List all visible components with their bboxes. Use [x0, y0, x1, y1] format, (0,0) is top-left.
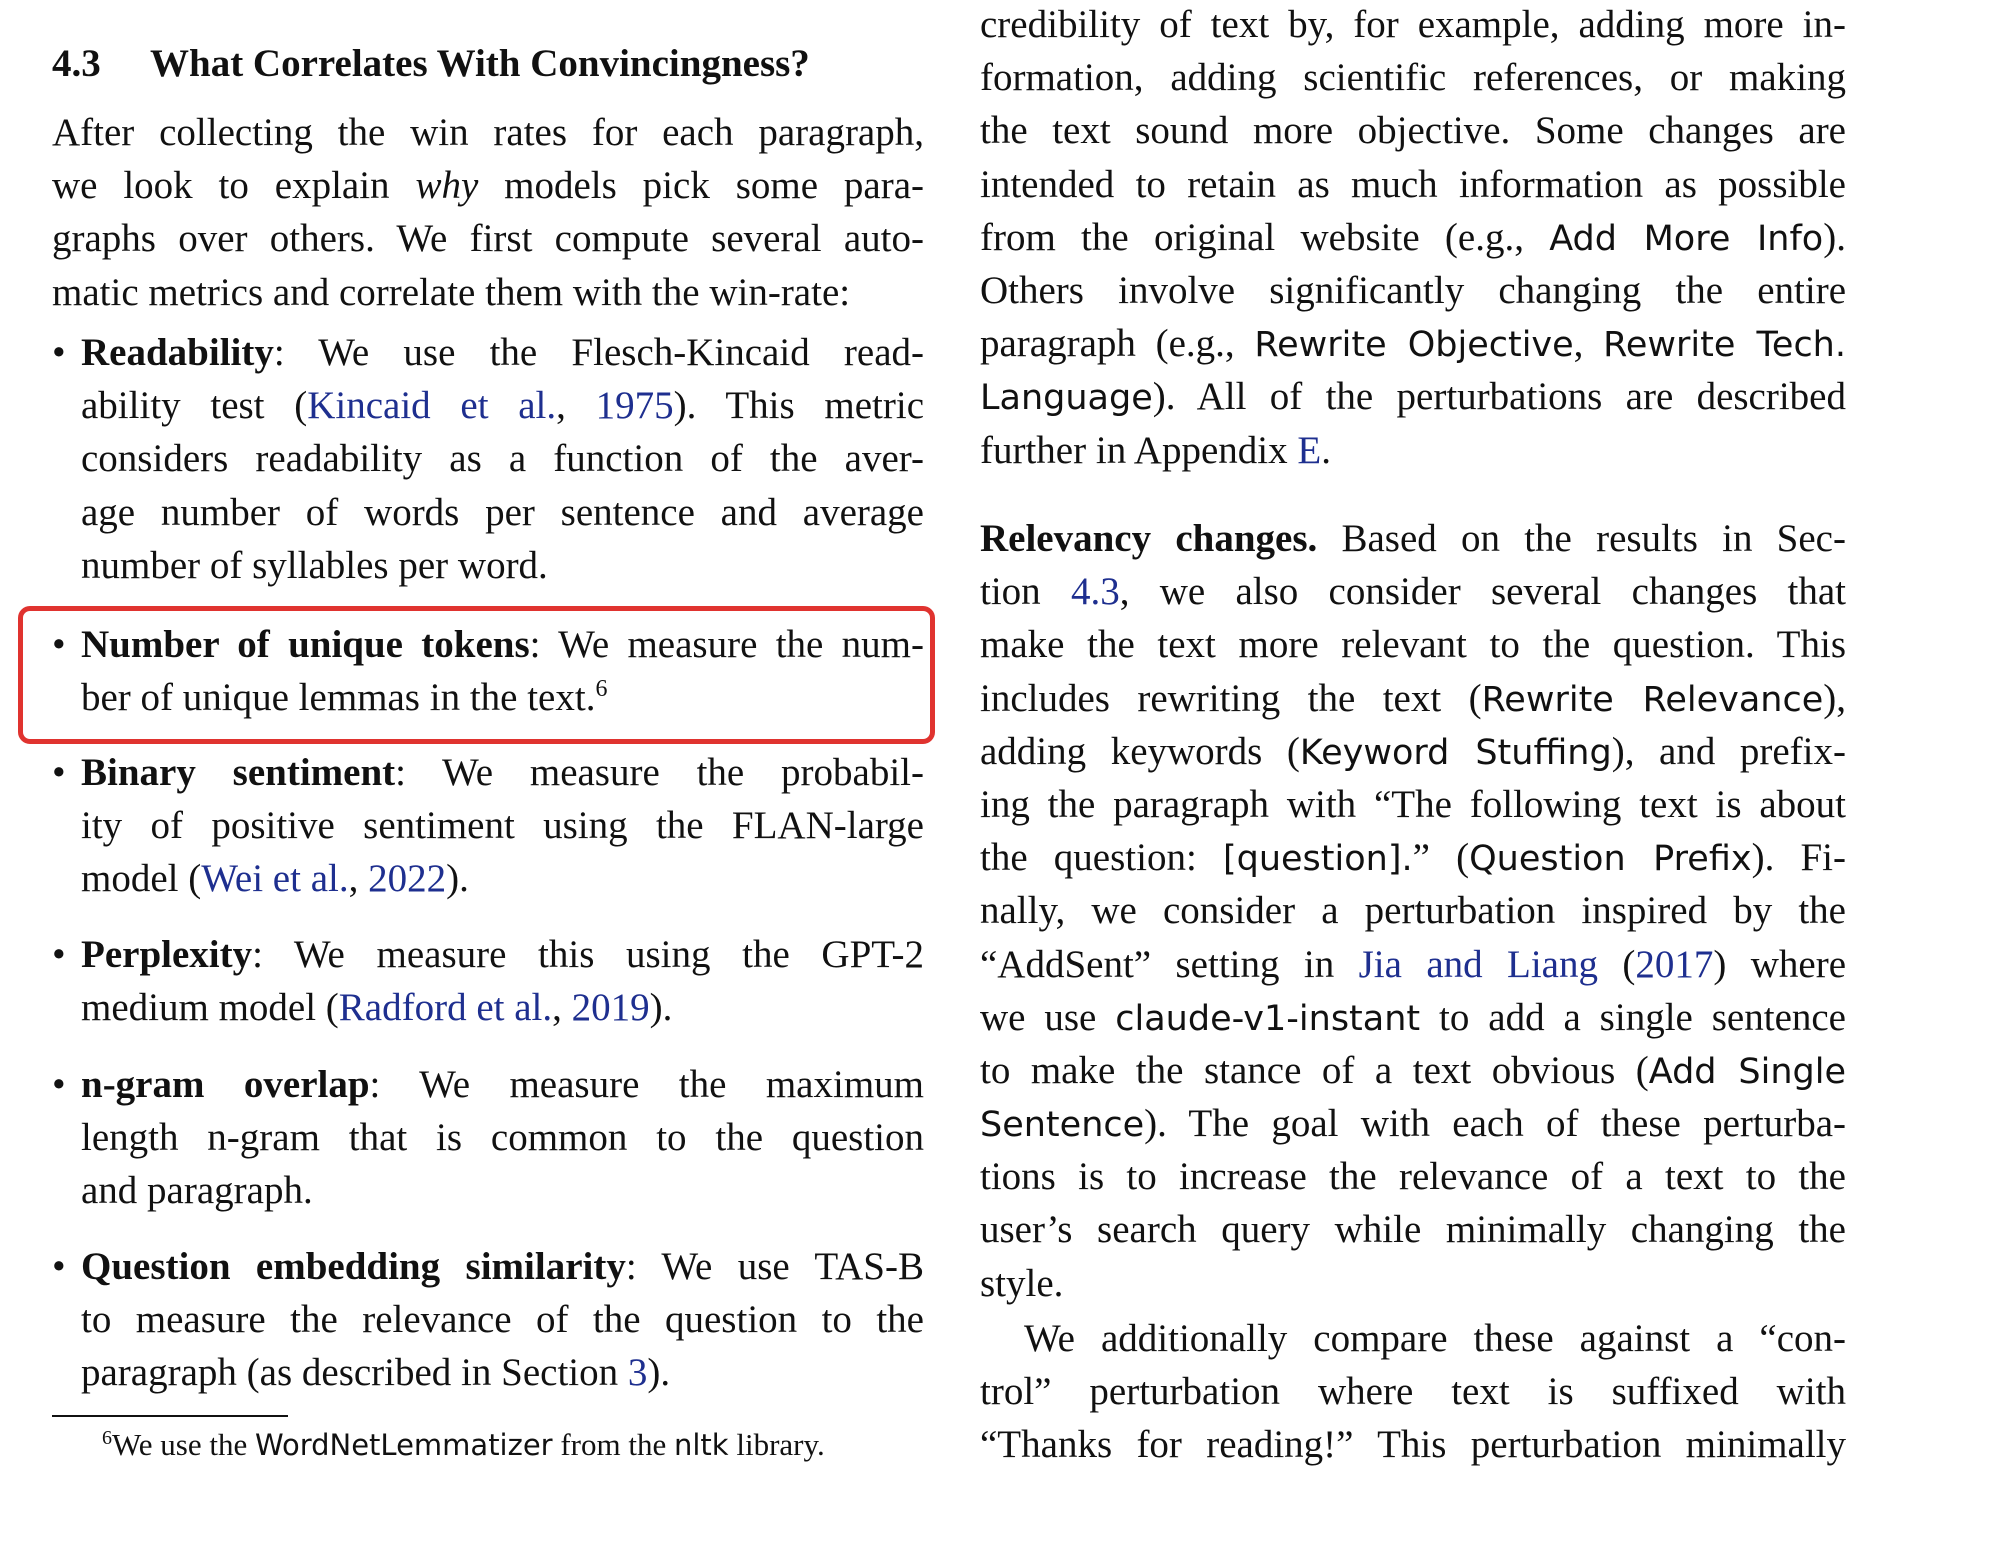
- text-run: and paragraph.: [81, 1169, 313, 1213]
- text-run: ). This metric: [673, 384, 925, 428]
- text-run: ,: [552, 986, 572, 1030]
- text-line: [980, 211, 1846, 264]
- bullet-text: [81, 1058, 924, 1218]
- text-run: from the: [552, 1427, 674, 1462]
- citation-link[interactable]: E: [1297, 428, 1322, 472]
- text-run: further in Appendix: [980, 428, 1298, 472]
- text-line: [980, 317, 1846, 370]
- text-run: to make the stance of a text obvious (: [980, 1048, 1649, 1092]
- citation-link[interactable]: Radford et al.: [338, 986, 553, 1030]
- text-line: [52, 106, 924, 159]
- text-run: “AddSent” setting in: [980, 942, 1359, 986]
- text-run: ,: [348, 857, 369, 901]
- text-run: models pick some para-: [478, 164, 924, 208]
- text-line: [81, 1346, 924, 1399]
- citation-link[interactable]: Wei et al.: [201, 857, 349, 901]
- relevancy-paragraph: [980, 512, 1846, 1310]
- bullet-mark: •: [52, 751, 66, 794]
- text-run: ).: [649, 986, 673, 1030]
- text-run: medium model (: [81, 986, 339, 1030]
- text-run: ) where: [1713, 942, 1847, 986]
- citation-link[interactable]: 1975: [595, 384, 674, 428]
- text-line: [81, 1240, 924, 1293]
- text-run: the question:: [980, 836, 1223, 880]
- text-line: [980, 725, 1846, 778]
- text-run: ). The goal with each of these perturba-: [1144, 1102, 1846, 1146]
- citation-link[interactable]: Jia and Liang: [1358, 942, 1598, 986]
- text-line: [980, 1365, 1846, 1418]
- text-run: ).: [647, 1351, 671, 1395]
- footnote-marker[interactable]: 6: [595, 676, 608, 703]
- code-term: Language: [980, 378, 1153, 419]
- citation-link[interactable]: 2017: [1635, 942, 1714, 986]
- text-line: [81, 928, 924, 981]
- bold-term: Question embedding similarity: [81, 1245, 626, 1288]
- bullet-text: [81, 928, 924, 1034]
- text-run: make the text more relevant to the question. This: [980, 623, 1846, 667]
- text-line: [980, 424, 1846, 477]
- text-line: [980, 831, 1846, 884]
- text-run: from the original website (e.g.,: [980, 215, 1550, 259]
- text-line: [980, 565, 1846, 618]
- text-run: , we also consider several changes that: [1119, 570, 1847, 614]
- text-run: We use the: [112, 1427, 255, 1462]
- text-run: ,: [1573, 322, 1604, 366]
- text-run: Others involve significantly changing the entire: [980, 268, 1846, 312]
- text-run: : We measure the num-: [529, 623, 924, 666]
- text-line: [980, 1097, 1846, 1150]
- text-run: paragraph (e.g.,: [980, 322, 1255, 366]
- text-line: [81, 326, 924, 379]
- text-run: ).: [446, 857, 469, 901]
- code-term: WordNetLemmatizer: [254, 1428, 553, 1462]
- code-term: Keyword Stuffing: [1299, 732, 1612, 773]
- text-run: length n-gram that is common to the question: [81, 1116, 924, 1160]
- text-run: After collecting the win rates for each paragraph,: [52, 111, 924, 154]
- code-term: Rewrite Relevance: [1481, 679, 1824, 720]
- code-term: [question].: [1222, 839, 1413, 880]
- text-run: we use: [980, 995, 1116, 1039]
- text-run: ),: [1823, 676, 1846, 720]
- text-run: graphs over others. We first compute several auto-: [52, 217, 924, 261]
- text-line: [81, 1111, 924, 1164]
- bold-term: Relevancy changes.: [980, 517, 1318, 560]
- text-run: : We measure this using the GPT-2: [252, 933, 924, 976]
- text-run: ing the paragraph with “The following text is about: [980, 782, 1846, 826]
- bullet-mark: •: [52, 331, 66, 374]
- text-line: [980, 991, 1846, 1044]
- citation-link[interactable]: 4.3: [1070, 570, 1120, 614]
- text-run: : We use the Flesch-Kincaid read-: [273, 331, 924, 374]
- bold-term: Number of unique tokens: [81, 623, 530, 666]
- code-term: Add More Info: [1549, 218, 1824, 259]
- text-line: [81, 1058, 924, 1111]
- text-run: to add a single sentence: [1420, 995, 1846, 1039]
- text-line: [980, 1312, 1846, 1365]
- text-line: [980, 104, 1846, 157]
- text-line: [81, 539, 924, 592]
- footnote: [102, 1424, 825, 1466]
- text-run: (: [1597, 942, 1636, 986]
- section-title: What Correlates With Convincingness?: [150, 42, 810, 85]
- footnote-rule: [52, 1415, 288, 1417]
- code-term: Rewrite Tech.: [1603, 325, 1846, 366]
- text-line: [980, 618, 1846, 671]
- text-line: [81, 1164, 924, 1217]
- text-run: tion: [980, 570, 1071, 614]
- text-run: We additionally compare these against a “con-: [1024, 1317, 1846, 1360]
- text-run: to measure the relevance of the question to the: [81, 1298, 924, 1342]
- emphasis: why: [415, 164, 479, 208]
- text-line: [81, 799, 924, 852]
- citation-link[interactable]: 3: [627, 1351, 648, 1395]
- text-run: credibility of text by, for example, adding more in-: [980, 3, 1846, 46]
- bullet-mark: •: [52, 1245, 66, 1288]
- text-run: age number of words per sentence and average: [81, 490, 924, 534]
- text-run: style.: [980, 1261, 1064, 1305]
- text-run: considers readability as a function of the aver-: [81, 437, 924, 481]
- text-run: ). Fi-: [1751, 836, 1846, 880]
- bold-term: Binary sentiment: [81, 751, 396, 794]
- text-run: ,: [556, 384, 596, 428]
- code-term: Rewrite Objective: [1254, 325, 1574, 366]
- text-run: : We measure the probabil-: [395, 751, 924, 794]
- text-run: paragraph (as described in Section: [81, 1351, 628, 1395]
- text-line: [52, 212, 924, 265]
- text-line: [81, 981, 924, 1034]
- citation-link[interactable]: Kincaid et al.: [307, 384, 557, 428]
- bold-term: n-gram overlap: [81, 1063, 370, 1106]
- text-run: ity of positive sentiment using the FLAN-large: [81, 804, 924, 848]
- text-line: [980, 1418, 1846, 1471]
- text-line: [980, 672, 1846, 725]
- text-line: [980, 0, 1846, 51]
- text-line: [980, 1044, 1846, 1097]
- code-term: claude-v1-instant: [1115, 998, 1421, 1039]
- intro-paragraph: [52, 106, 924, 319]
- code-term: nltk: [674, 1428, 729, 1462]
- text-run: ). All of the perturbations are described: [1152, 375, 1846, 419]
- section-number: 4.3: [52, 42, 101, 85]
- text-line: [980, 884, 1846, 937]
- text-run: intended to retain as much information as possible: [980, 162, 1846, 206]
- bullet-text: [81, 746, 924, 906]
- bullet-text: [81, 326, 924, 592]
- text-run: model (: [81, 857, 202, 901]
- text-line: [52, 159, 924, 212]
- bullet-mark: •: [52, 933, 66, 976]
- text-run: ).: [1823, 215, 1846, 259]
- citation-link[interactable]: 2019: [571, 986, 650, 1030]
- highlight-box: [18, 606, 935, 744]
- text-run: : We use TAS-B: [625, 1245, 924, 1288]
- control-paragraph: [980, 1312, 1846, 1472]
- text-line: [980, 1257, 1846, 1310]
- text-line: [980, 51, 1846, 104]
- text-run: user’s search query while minimally changing the: [980, 1208, 1846, 1252]
- text-run: matic metrics and correlate them with the win-rate:: [52, 270, 851, 314]
- text-run: library.: [728, 1427, 825, 1462]
- text-line: [980, 778, 1846, 831]
- text-line: [980, 158, 1846, 211]
- section-heading: [52, 38, 810, 90]
- text-line: [980, 370, 1846, 423]
- text-line: [980, 512, 1846, 565]
- text-line: [980, 1150, 1846, 1203]
- text-run: trol” perturbation where text is suffixed with: [980, 1370, 1846, 1414]
- text-run: tions is to increase the relevance of a text to the: [980, 1155, 1846, 1199]
- text-line: [81, 852, 924, 905]
- text-run: ), and prefix-: [1611, 729, 1846, 773]
- text-run: number of syllables per word.: [81, 543, 548, 587]
- text-line: [81, 432, 924, 485]
- footnote-marker[interactable]: 6: [102, 1427, 112, 1449]
- text-run: we look to explain: [52, 164, 416, 208]
- code-term: Sentence: [980, 1105, 1145, 1146]
- text-line: [980, 1203, 1846, 1256]
- code-term: Add Single: [1648, 1051, 1846, 1092]
- text-line: [81, 1293, 924, 1346]
- text-run: .: [1321, 428, 1331, 472]
- bold-term: Readability: [81, 331, 274, 374]
- text-run: Based on the results in Sec-: [1317, 517, 1846, 560]
- text-run: ability test (: [81, 384, 308, 428]
- text-run: formation, adding scientific references, or making: [980, 56, 1846, 100]
- text-run: ” (: [1412, 836, 1470, 880]
- bullet-mark: •: [52, 1063, 66, 1106]
- text-line: [81, 486, 924, 539]
- citation-link[interactable]: 2022: [368, 857, 447, 901]
- text-run: ber of unique lemmas in the text.: [81, 676, 596, 720]
- text-line: [980, 938, 1846, 991]
- perturbation-paragraph: [980, 0, 1846, 477]
- text-run: adding keywords (: [980, 729, 1300, 773]
- text-run: includes rewriting the text (: [980, 676, 1482, 720]
- text-run: : We measure the maximum: [369, 1063, 924, 1106]
- text-run: nally, we consider a perturbation inspired by the: [980, 889, 1846, 933]
- text-line: [980, 264, 1846, 317]
- text-line: [52, 266, 924, 319]
- text-line: [81, 379, 924, 432]
- text-run: “Thanks for reading!” This perturbation minimally: [980, 1423, 1846, 1467]
- text-run: the text sound more objective. Some changes are: [980, 109, 1846, 153]
- bullet-mark: •: [52, 623, 66, 666]
- code-term: Question Prefix: [1469, 839, 1752, 880]
- text-line: [81, 746, 924, 799]
- bold-term: Perplexity: [81, 933, 253, 976]
- bullet-text: [81, 1240, 924, 1400]
